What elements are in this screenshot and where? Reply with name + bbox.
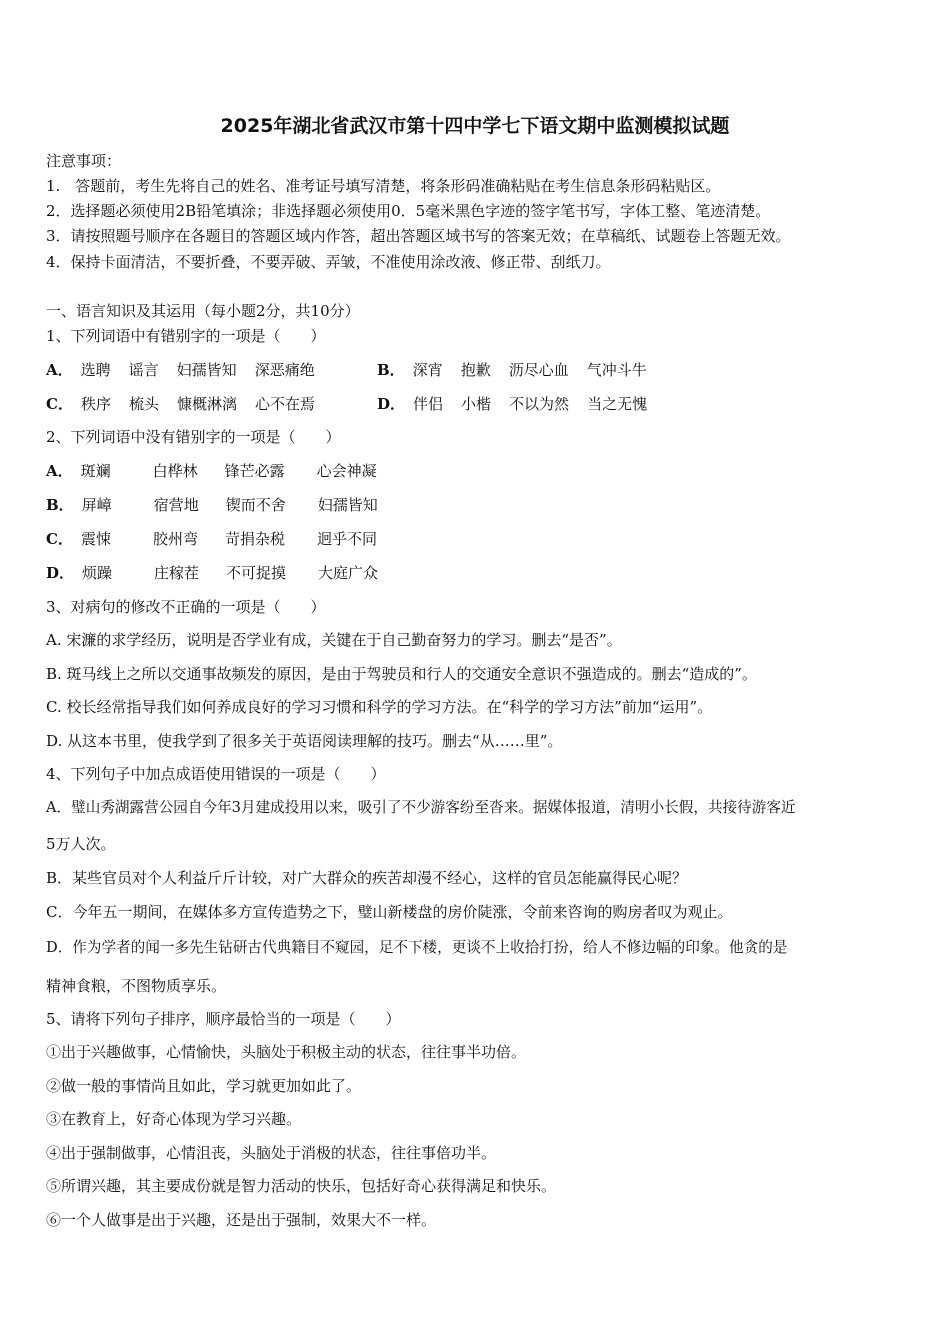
word: 谣言 — [128, 361, 159, 379]
option-label: B． — [46, 496, 74, 514]
question-1-stem: 1、下列词语中有错别字的一项是（ ） — [46, 327, 326, 345]
word: 选聘 — [80, 361, 111, 379]
section-heading: 一、语言知识及其运用（每小题2分，共10分） — [46, 302, 360, 320]
word: 迥乎不同 — [316, 530, 377, 548]
option-label: B． — [377, 361, 405, 379]
word: 妇孺皆知 — [176, 361, 237, 379]
q3-option-c[interactable]: C. 校长经常指导我们如何养成良好的学习习惯和科学的学习方法。在“科学的学习方法”前加“运用”。 — [46, 698, 713, 716]
q4-option-a[interactable]: A．璧山秀湖露营公园自今年3月建成投用以来，吸引了不少游客纷至沓来。据媒体报道，清明小长假，共接待游客近 — [46, 799, 796, 816]
word: 妇孺皆知 — [317, 496, 378, 514]
q4-option-d[interactable]: D．作为学者的闻一多先生钻研古代典籍目不窥园，足不下楼，更谈不上收拾打扮，给人不修边幅的印象。他贪的是 — [46, 939, 788, 956]
option-label: A． — [46, 361, 73, 379]
q5-sentence-1: ①出于兴趣做事，心情愉快，头脑处于积极主动的状态，往往事半功倍。 — [46, 1043, 527, 1061]
word: 气冲斗牛 — [586, 361, 647, 379]
word: 苛捐杂税 — [224, 530, 285, 548]
option-label: C． — [46, 530, 73, 548]
q4-option-b[interactable]: B．某些官员对个人利益斤斤计较，对广大群众的疾苦却漫不经心，这样的官员怎能赢得民心呢？ — [46, 869, 688, 887]
word: 震悚 — [80, 530, 111, 548]
q2-option-b[interactable] — [46, 495, 378, 515]
q1-option-d[interactable] — [377, 394, 665, 414]
word: 小楷 — [461, 395, 492, 413]
q5-sentence-6: ⑥一个人做事是出于兴趣，还是出于强制，效果大不一样。 — [46, 1211, 437, 1229]
notice-heading: 注意事项： — [46, 152, 122, 170]
q2-option-c[interactable] — [46, 529, 377, 549]
question-3-stem: 3、对病句的修改不正确的一项是（ ） — [46, 598, 326, 616]
q5-sentence-3: ③在教育上，好奇心体现为学习兴趣。 — [46, 1110, 302, 1128]
word: 伴侣 — [413, 395, 444, 413]
word: 锋芒必露 — [224, 462, 285, 480]
q5-sentence-5: ⑤所谓兴趣，其主要成份就是智力活动的快乐，包括好奇心获得满足和快乐。 — [46, 1177, 557, 1195]
q4-option-d-cont: 精神食粮，不图物质享乐。 — [46, 977, 227, 995]
q5-sentence-4: ④出于强制做事，心情沮丧，头脑处于消极的状态，往往事倍功半。 — [46, 1144, 497, 1162]
word: 烦躁 — [82, 564, 113, 582]
word: 斑斓 — [80, 462, 111, 480]
word: 屏嶂 — [81, 496, 112, 514]
q2-option-a[interactable] — [46, 461, 377, 481]
word: 锲而不舍 — [225, 496, 286, 514]
question-2-stem: 2、下列词语中没有错别字的一项是（ ） — [46, 428, 341, 446]
q2-option-d[interactable] — [46, 563, 378, 583]
q5-sentence-2: ②做一般的事情尚且如此，学习就更加如此了。 — [46, 1077, 362, 1095]
word: 大庭广众 — [318, 564, 379, 582]
word: 胶州弯 — [152, 530, 198, 548]
notice-item-3: 3．请按照题号顺序在各题目的答题区域内作答，超出答题区域书写的答案无效；在草稿纸、试题卷上答题无效。 — [46, 227, 791, 245]
word: 沥尽心血 — [508, 361, 569, 379]
question-5-stem: 5、请将下列句子排序，顺序最恰当的一项是（ ） — [46, 1010, 401, 1028]
option-label: D． — [46, 564, 75, 582]
word: 深宵 — [412, 361, 443, 379]
notice-item-4: 4．保持卡面清洁，不要折叠，不要弄破、弄皱，不准使用涂改液、修正带、刮纸刀。 — [46, 253, 611, 271]
word: 白桦林 — [152, 462, 198, 480]
word: 当之无愧 — [587, 395, 648, 413]
notice-item-2: 2．选择题必须使用2B铅笔填涂；非选择题必须使用0．5毫米黑色字迹的签字笔书写，字体工整、笔迹清楚。 — [46, 202, 771, 220]
q3-option-d[interactable]: D. 从这本书里，使我学到了很多关于英语阅读理解的技巧。删去“从……里”。 — [46, 732, 563, 750]
q1-option-b[interactable] — [377, 360, 665, 380]
q4-option-c[interactable]: C．今年五一期间，在媒体多方宣传造势之下，璧山新楼盘的房价陡涨，令前来咨询的购房者叹为观止。 — [46, 903, 733, 921]
word: 慷概淋漓 — [176, 395, 237, 413]
option-label: A． — [46, 462, 73, 480]
question-4-stem: 4、下列句子中加点成语使用错误的一项是（ ） — [46, 765, 386, 783]
notice-item-1: 1. 答题前，考生先将自己的姓名、准考证号填写清楚，将条形码准确粘贴在考生信息条形码粘贴区。 — [46, 177, 721, 195]
q3-option-b[interactable]: B. 斑马线上之所以交通事故频发的原因，是由于驾驶员和行人的交通安全意识不强造成的。删去“造成的”。 — [46, 665, 757, 683]
word: 抱歉 — [460, 361, 491, 379]
word: 心不在焉 — [255, 395, 316, 413]
q4-option-a-cont: 5万人次。 — [46, 835, 116, 853]
q3-option-a[interactable]: A. 宋濂的求学经历，说明是否学业有成，关键在于自己勤奋努力的学习。删去“是否”。 — [46, 631, 622, 649]
q1-option-c[interactable] — [46, 394, 333, 414]
word: 宿营地 — [153, 496, 199, 514]
word: 不以为然 — [509, 395, 570, 413]
page-title: 2025年湖北省武汉市第十四中学七下语文期中监测模拟试题 — [220, 115, 730, 137]
word: 秩序 — [80, 395, 111, 413]
option-label: D． — [377, 395, 406, 413]
word: 庄稼茬 — [154, 564, 200, 582]
word: 深恶痛绝 — [254, 361, 315, 379]
word: 不可捉摸 — [226, 564, 287, 582]
q1-option-a[interactable] — [46, 360, 333, 380]
option-label: C． — [46, 395, 73, 413]
word: 心会神凝 — [316, 462, 377, 480]
word: 梳头 — [128, 395, 159, 413]
